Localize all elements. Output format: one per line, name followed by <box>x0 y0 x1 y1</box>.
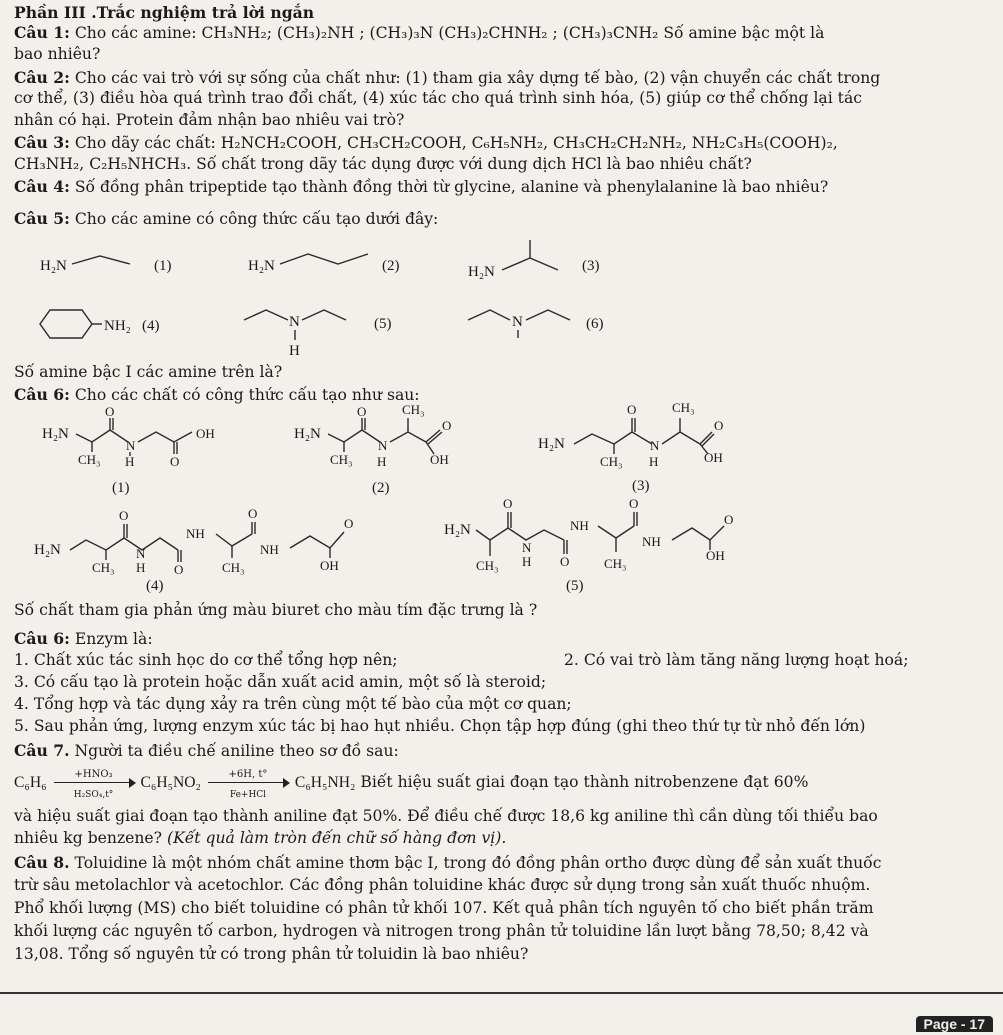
peptide-1-n: N <box>126 438 136 453</box>
question-8-line-1 <box>14 852 989 874</box>
question-5-label: Câu 5: <box>14 209 70 228</box>
peptide-2-oh: OH <box>430 452 449 467</box>
amine-2-h2n: H₂N <box>248 258 275 274</box>
peptide-5-o1: O <box>503 496 513 511</box>
question-8-label: Câu 8. <box>14 853 70 872</box>
amine-structure-3 <box>468 240 600 280</box>
peptide-5-n: N <box>522 540 532 555</box>
peptide-3-n: N <box>650 438 660 453</box>
peptide-5-o3: O <box>629 496 639 511</box>
amine-structure-1 <box>40 256 172 274</box>
peptide-structure-5 <box>444 496 733 594</box>
enzyme-item-1: 1. Chất xúc tác sinh học do cơ thể tổng hợp nên; <box>14 651 398 669</box>
question-6a-label: Câu 6: <box>14 385 70 404</box>
peptide-2-ch3b: CH₃ <box>402 402 425 417</box>
scheme-reagent-2-bottom: Fe+HCl <box>229 790 267 800</box>
peptide-4-h2n: H₂N <box>34 542 61 558</box>
peptide-structure-1 <box>42 404 215 496</box>
footer-divider <box>0 992 1003 994</box>
peptide-5-h: H <box>522 554 532 569</box>
peptide-4-nh2: NH <box>260 542 279 557</box>
scheme-benzene: C₆H₆ <box>14 774 47 791</box>
question-4-line <box>14 176 989 198</box>
peptide-1-oh: OH <box>196 426 215 441</box>
question-7-line-c <box>14 828 989 849</box>
scheme-nitrobenzene: C₆H₅NO₂ <box>140 774 201 791</box>
amine-2-number: (2) <box>382 258 400 274</box>
amine-1-h2n: H₂N <box>40 258 67 274</box>
peptide-4-o2: O <box>174 562 184 577</box>
amine-4-nh2: NH₂ <box>104 318 131 334</box>
page-number: Page - 17 <box>916 1016 993 1032</box>
amine-structure-6 <box>468 310 604 338</box>
peptide-3-ch3a: CH₃ <box>600 454 623 469</box>
peptide-1-o2: O <box>170 454 180 469</box>
peptide-4-o3: O <box>248 506 258 521</box>
scheme-reagent-2-top: +6H, t° <box>228 769 268 780</box>
scheme-reagent-1-top: +HNO₃ <box>74 769 113 780</box>
peptide-1-o1: O <box>105 404 115 419</box>
peptide-5-h2n: H₂N <box>444 522 471 538</box>
question-6a-text: Cho các chất có công thức cấu tạo như sau: <box>69 386 420 404</box>
peptide-3-o1: O <box>627 402 637 417</box>
amine-3-number: (3) <box>582 258 600 274</box>
amine-3-h2n: H₂N <box>468 264 495 280</box>
question-1-text: Cho các amine: CH₃NH₂; (CH₃)₂NH ; (CH₃)₃N (CH₃)₂CHNH₂ ; (CH₃)₃CNH₂ Số amine bậc một là <box>69 24 825 42</box>
question-3-line-2: CH₃NH₂, C₂H₅NHCH₃. Số chất trong dãy tác dụng được với dung dịch HCl là bao nhiêu chất? <box>14 155 752 173</box>
question-5-text: Cho các amine có công thức cấu tạo dưới đây: <box>69 210 439 228</box>
peptide-3-h2n: H₂N <box>538 436 565 452</box>
peptide-2-n: N <box>378 438 388 453</box>
peptide-2-ch3a: CH₃ <box>330 452 353 467</box>
question-7-text-c: nhiêu kg benzene? <box>14 829 167 847</box>
question-8-text: Toluidine là một nhóm chất amine thơm bậc I, trong đó đồng phân ortho được dùng để sản xuất thuốc <box>69 854 882 872</box>
question-8-line-5: 13,08. Tổng số nguyên tử có trong phân tử toluidin là bao nhiêu? <box>14 945 529 963</box>
question-5-question: Số amine bậc I các amine trên là? <box>14 363 283 381</box>
question-3-text: Cho dãy các chất: H₂NCH₂COOH, CH₃CH₂COOH, C₆H₅NH₂, CH₃CH₂CH₂NH₂, NH₂C₃H₅(COOH)₂, <box>69 134 838 152</box>
question-7-text-after: Biết hiệu suất giai đoạn tạo thành nitrobenzene đạt 60% <box>355 773 809 791</box>
peptide-4-oh: OH <box>320 558 339 573</box>
amine-4-number: (4) <box>142 318 160 334</box>
scheme-arrow-1 <box>52 769 136 800</box>
peptide-structure-2 <box>294 402 451 496</box>
question-2-line-2: cơ thể, (3) điều hòa quá trình trao đổi chất, (4) xúc tác cho quá trình sinh hóa, (5) giúp cơ thể chống lại tác <box>14 89 862 107</box>
peptide-1-h2n: H₂N <box>42 426 69 442</box>
peptide-2-o2: O <box>442 418 452 433</box>
question-6b-label: Câu 6: <box>14 629 70 648</box>
amine-1-number: (1) <box>154 258 172 274</box>
enzyme-item-2: 2. Có vai trò làm tăng năng lượng hoạt hoá; <box>564 651 909 669</box>
peptide-1-h: H <box>125 454 135 469</box>
amine-5-h: H <box>289 343 300 359</box>
question-4-label: Câu 4: <box>14 177 70 196</box>
question-7-line <box>14 740 989 762</box>
question-1-line-1 <box>14 22 989 44</box>
peptide-3-o2: O <box>714 418 724 433</box>
enzyme-item-3: 3. Có cấu tạo là protein hoặc dẫn xuất acid amin, một số là steroid; <box>14 673 547 691</box>
peptide-3-number: (3) <box>632 478 650 494</box>
peptide-3-h: H <box>649 454 659 469</box>
peptide-4-n: N <box>136 546 146 561</box>
question-8-line-2: trừ sâu metolachlor và acetochlor. Các đồng phân toluidine khác được sử dụng trong sản xuất thuốc nhuộm. <box>14 876 871 894</box>
question-2-line-3: nhân có hại. Protein đảm nhận bao nhiêu vai trò? <box>14 111 405 129</box>
part-title: Phần III .Trắc nghiệm trả lời ngắn <box>14 3 315 22</box>
peptide-5-number: (5) <box>566 578 584 594</box>
peptide-4-number: (4) <box>146 578 164 594</box>
amine-5-n: N <box>289 314 300 330</box>
question-7-line-b: và hiệu suất giai đoạn tạo thành aniline đạt 50%. Để điều chế được 18,6 kg aniline thì cần dùng tối thiểu bao <box>14 807 878 825</box>
peptide-structure-3 <box>538 400 723 494</box>
enzyme-item-5: 5. Sau phản ứng, lượng enzym xúc tác bị hao hụt nhiều. Chọn tập hợp đúng (ghi theo thứ tự từ nhỏ đến lớn) <box>14 717 866 735</box>
peptide-5-nh2: NH <box>642 534 661 549</box>
question-5-amine-structures <box>30 240 980 360</box>
peptide-5-oh: OH <box>706 548 725 563</box>
enzyme-items-row-1 <box>14 650 989 671</box>
question-6a-question: Số chất tham gia phản ứng màu biuret cho màu tím đặc trưng là ? <box>14 601 538 619</box>
peptide-2-h: H <box>377 454 387 469</box>
peptide-5-o2: O <box>560 554 570 569</box>
amine-structure-2 <box>248 254 400 274</box>
scheme-reagent-1-bottom: H₂SO₄,t° <box>73 790 114 800</box>
peptide-5-ch3a: CH₃ <box>476 558 499 573</box>
peptide-5-nh1: NH <box>570 518 589 533</box>
peptide-5-ch3b: CH₃ <box>604 556 627 571</box>
amine-6-n: N <box>512 314 523 330</box>
amine-structure-5 <box>244 310 392 359</box>
amine-6-number: (6) <box>586 316 604 332</box>
scheme-aniline: C₆H₅NH₂ <box>294 774 356 791</box>
question-6-peptide-structures <box>20 400 980 596</box>
peptide-2-number: (2) <box>372 480 390 496</box>
question-3-label: Câu 3: <box>14 133 70 152</box>
peptide-structure-4 <box>34 506 353 594</box>
question-7-note: (Kết quả làm tròn đến chữ số hàng đơn vị). <box>166 829 507 847</box>
question-1-label: Câu 1: <box>14 23 70 42</box>
peptide-2-o1: O <box>357 404 367 419</box>
question-2-label: Câu 2: <box>14 68 70 87</box>
question-7-scheme-line <box>14 769 989 800</box>
peptide-5-o4: O <box>724 512 734 527</box>
question-6b-line <box>14 628 989 650</box>
enzyme-item-4: 4. Tổng hợp và tác dụng xảy ra trên cùng một tế bào của một cơ quan; <box>14 695 572 713</box>
question-2-text: Cho các vai trò với sự sống của chất như: (1) tham gia xây dựng tế bào, (2) vận chuyển các chất trong <box>69 69 881 87</box>
peptide-1-ch3: CH₃ <box>78 452 101 467</box>
question-6b-text: Enzym là: <box>69 630 153 648</box>
peptide-3-ch3b: CH₃ <box>672 400 695 415</box>
peptide-1-number: (1) <box>112 480 130 496</box>
scheme-arrow-2 <box>206 769 290 800</box>
question-7-label: Câu 7. <box>14 741 70 760</box>
peptide-4-ch3a: CH₃ <box>92 560 115 575</box>
peptide-4-o4: O <box>344 516 354 531</box>
peptide-4-h: H <box>136 560 146 575</box>
peptide-3-oh: OH <box>704 450 723 465</box>
peptide-2-h2n: H₂N <box>294 426 321 442</box>
question-3-line-1 <box>14 132 989 154</box>
question-4-text: Số đồng phân tripeptide tạo thành đồng thời từ glycine, alanine và phenylalanine là bao nhiêu? <box>69 178 829 196</box>
question-8-line-4: khối lượng các nguyên tố carbon, hydrogen và nitrogen trong phân tử toluidine lần lượt bằng 78,50; 8,42 và <box>14 922 869 940</box>
question-1-line-2: bao nhiêu? <box>14 45 101 63</box>
question-5-line <box>14 208 989 230</box>
question-8-line-3: Phổ khối lượng (MS) cho biết toluidine có phân tử khối 107. Kết quả phân tích nguyên tố cho biết phần trăm <box>14 899 874 917</box>
question-2-line-1 <box>14 67 989 89</box>
peptide-4-o1: O <box>119 508 129 523</box>
amine-5-number: (5) <box>374 316 392 332</box>
peptide-4-ch3b: CH₃ <box>222 560 245 575</box>
amine-structure-4 <box>40 310 160 338</box>
question-7-text: Người ta điều chế aniline theo sơ đồ sau: <box>69 742 399 760</box>
peptide-4-nh1: NH <box>186 526 205 541</box>
